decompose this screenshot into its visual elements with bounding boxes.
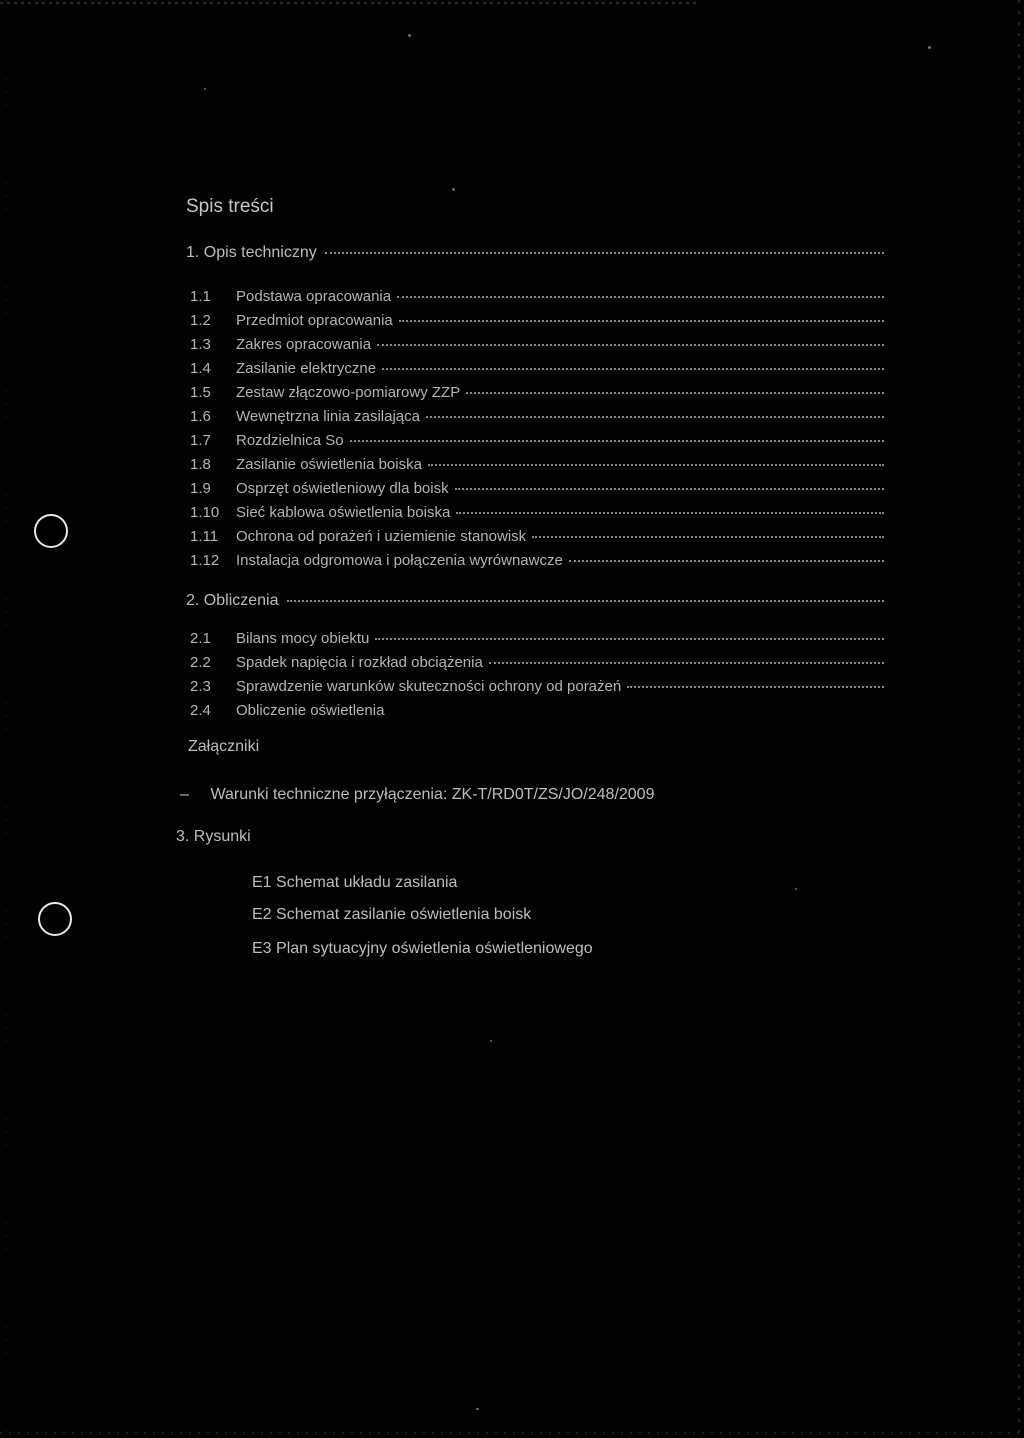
entry-number: 1.8	[190, 456, 211, 473]
toc-entry-1-2	[190, 312, 884, 329]
dot-leader	[399, 320, 884, 322]
entry-label: Zasilanie oświetlenia boiska	[236, 456, 422, 473]
scan-speck	[408, 34, 411, 37]
dot-leader	[489, 662, 884, 664]
scan-speck	[928, 46, 931, 49]
attachments-title: Załączniki	[188, 738, 260, 755]
scan-edge-bottom	[0, 1432, 1024, 1434]
entry-number: 2.2	[190, 654, 211, 671]
dot-leader	[627, 686, 884, 688]
toc-entry-1-4	[190, 360, 884, 377]
toc-entry-1-10	[190, 504, 884, 521]
scan-speck	[204, 88, 206, 90]
dot-leader	[377, 344, 884, 346]
entry-number: 1.4	[190, 360, 211, 377]
toc-entry-1-3	[190, 336, 884, 353]
scan-speck	[795, 888, 797, 890]
drawing-item-e3: E3 Plan sytuacyjny oświetlenia oświetleniowego	[252, 940, 593, 957]
scan-speck	[452, 188, 455, 191]
entry-label: Rozdzielnica So	[236, 432, 344, 449]
entry-label: Obliczenie oświetlenia	[236, 702, 385, 719]
dot-leader	[426, 416, 884, 418]
toc-entry-2-2	[190, 654, 884, 671]
toc-section-3: 3. Rysunki	[176, 828, 251, 845]
attachment-label: Warunki techniczne przyłączenia: ZK-T/RD0T/ZS/JO/248/2009	[210, 786, 655, 803]
entry-label: Sieć kablowa oświetlenia boiska	[236, 504, 451, 521]
drawing-item-e2: E2 Schemat zasilanie oświetlenia boisk	[252, 906, 532, 923]
entry-number: 2.1	[190, 630, 211, 647]
section-title: 2. Obliczenia	[186, 592, 279, 609]
entry-label: Ochrona od porażeń i uziemienie stanowisk	[236, 528, 527, 545]
toc-entry-1-8	[190, 456, 884, 473]
dash-bullet: –	[180, 786, 189, 803]
entry-number: 1.1	[190, 288, 211, 305]
toc-entry-1-12	[190, 552, 884, 569]
dot-leader	[456, 512, 884, 514]
entry-number: 1.5	[190, 384, 211, 401]
scan-edge-right	[1018, 0, 1020, 1438]
dot-leader	[287, 600, 885, 602]
dot-leader	[397, 296, 884, 298]
entry-label: Instalacja odgromowa i połączenia wyrównawcze	[236, 552, 563, 569]
dot-leader	[325, 252, 884, 254]
punch-hole-icon	[34, 514, 68, 548]
entry-number: 1.12	[190, 552, 220, 569]
toc-entry-1-6	[190, 408, 884, 425]
attachment-item	[180, 786, 654, 804]
entry-number: 2.3	[190, 678, 211, 695]
entry-number: 1.11	[190, 528, 219, 545]
toc-entry-2-3	[190, 678, 884, 695]
toc-section-2	[186, 592, 884, 610]
dot-leader	[375, 638, 884, 640]
toc-entry-1-1	[190, 288, 884, 305]
scan-edge-left	[6, 0, 7, 1438]
entry-number: 2.4	[190, 702, 211, 719]
toc-entry-2-1	[190, 630, 884, 647]
entry-number: 1.6	[190, 408, 211, 425]
scan-speck	[490, 1040, 492, 1042]
entry-label: Podstawa opracowania	[236, 288, 392, 305]
toc-entry-1-5	[190, 384, 884, 401]
entry-label: Zasilanie elektryczne	[236, 360, 377, 377]
entry-label: Bilans mocy obiektu	[236, 630, 370, 647]
entry-label: Spadek napięcia i rozkład obciążenia	[236, 654, 483, 671]
dot-leader	[350, 440, 884, 442]
entry-label: Osprzęt oświetleniowy dla boisk	[236, 480, 449, 497]
section-title: 1. Opis techniczny	[186, 244, 317, 261]
dot-leader	[466, 392, 884, 394]
toc-entry-1-7	[190, 432, 884, 449]
entry-label: Przedmiot opracowania	[236, 312, 393, 329]
dot-leader	[428, 464, 884, 466]
drawing-item-e1: E1 Schemat układu zasilania	[252, 874, 458, 891]
entry-number: 1.3	[190, 336, 211, 353]
dot-leader	[532, 536, 884, 538]
dot-leader	[382, 368, 884, 370]
toc-title: Spis treści	[186, 196, 274, 217]
entry-label: Zestaw złączowo-pomiarowy ZZP	[236, 384, 461, 401]
entry-label: Zakres opracowania	[236, 336, 372, 353]
toc-section-1	[186, 244, 884, 262]
entry-number: 1.7	[190, 432, 211, 449]
dot-leader	[569, 560, 884, 562]
entry-number: 1.10	[190, 504, 220, 521]
punch-hole-icon	[38, 902, 72, 936]
entry-label: Wewnętrzna linia zasilająca	[236, 408, 420, 425]
scan-speck	[476, 1408, 479, 1410]
entry-label: Sprawdzenie warunków skuteczności ochrony od porażeń	[236, 678, 622, 695]
toc-entry-1-11	[190, 528, 884, 545]
scan-edge-top	[0, 2, 700, 4]
toc-entry-1-9	[190, 480, 884, 497]
entry-number: 1.2	[190, 312, 211, 329]
dot-leader	[455, 488, 884, 490]
entry-number: 1.9	[190, 480, 211, 497]
toc-entry-2-4	[190, 702, 384, 719]
